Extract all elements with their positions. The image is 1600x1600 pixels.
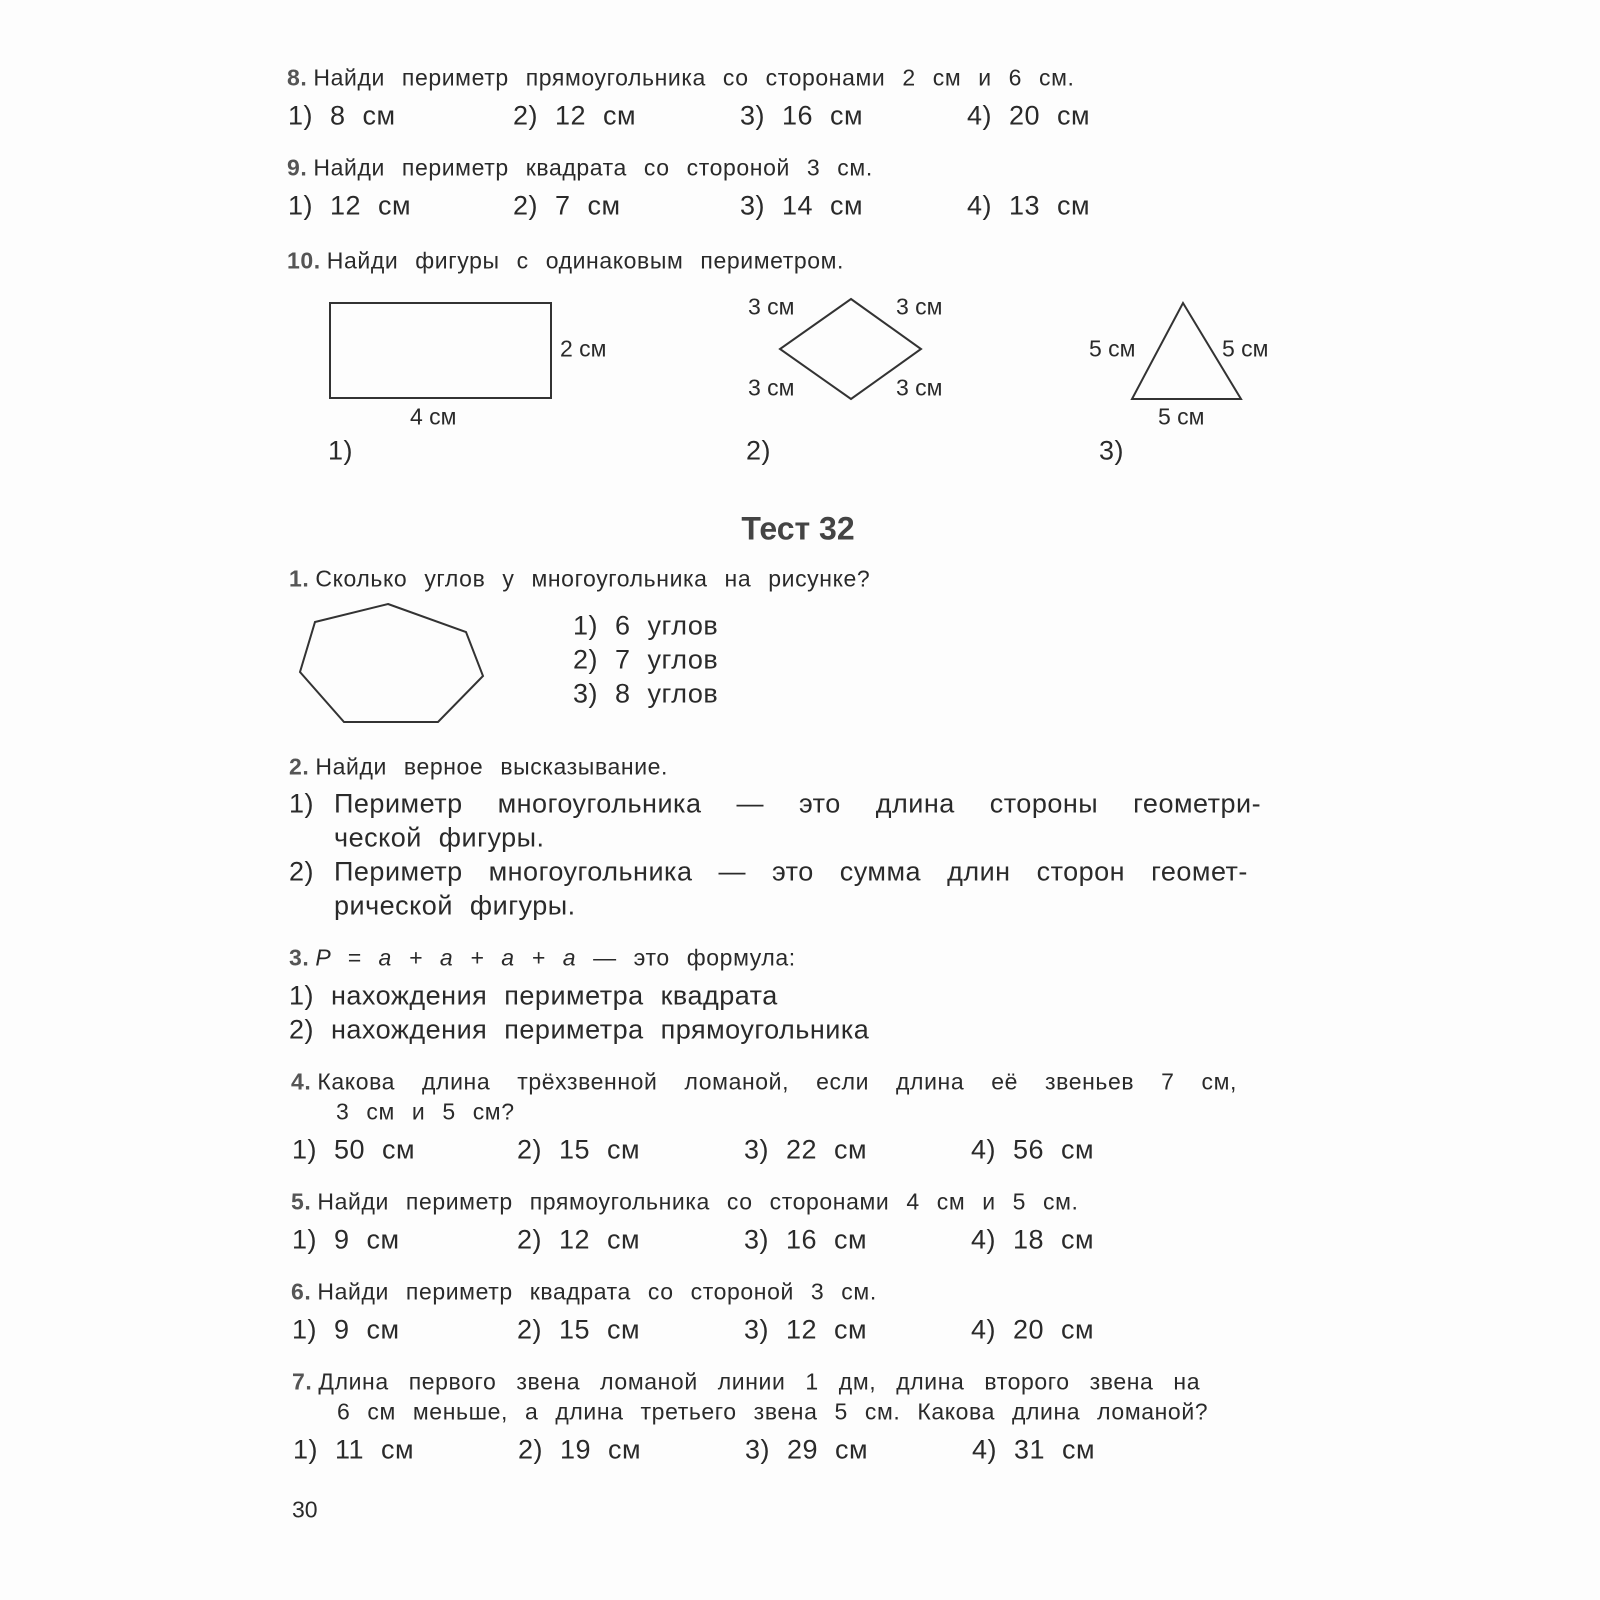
answer-option: 1) 6 углов <box>573 610 719 641</box>
figure-label: 3 см <box>896 374 943 401</box>
question-3 <box>289 945 796 972</box>
figure-label: 2 см <box>560 335 607 362</box>
question-text: Найди периметр квадрата со стороной 3 см. <box>313 154 873 181</box>
question-number: 7. <box>292 1368 313 1395</box>
question-text: Какова длина трёхзвенной ломаной, если длина её звеньев 7 см, <box>317 1068 1238 1095</box>
test-title: Тест 32 <box>741 510 855 547</box>
answer-text: ческой фигуры. <box>334 822 545 853</box>
question-text: Найди верное высказывание. <box>315 753 669 780</box>
answer-text: Периметр многоугольника — это сумма длин сторон геомет- <box>334 856 1248 887</box>
question-8 <box>287 65 1075 92</box>
question-text: — это формула: <box>593 944 796 971</box>
answer-option: 4) 31 см <box>972 1434 1096 1465</box>
answer-option: 1) нахождения периметра квадрата <box>289 980 778 1011</box>
answer-option: 3) 12 см <box>744 1314 868 1345</box>
question-10 <box>287 248 844 275</box>
answer-option: 2) 7 углов <box>573 644 719 675</box>
question-2 <box>289 754 668 781</box>
figure-label: 5 см <box>1222 335 1269 362</box>
question-text: Найди периметр прямоугольника со сторонами 4 см и 5 см. <box>317 1188 1079 1215</box>
question-number: 6. <box>291 1278 312 1305</box>
question-text: Сколько углов у многоугольника на рисунке? <box>315 565 871 592</box>
answer-option: 1) 50 см <box>292 1134 416 1165</box>
answer-option: 2) 12 см <box>513 100 637 131</box>
question-9 <box>287 155 873 182</box>
answer-option: 4) 20 см <box>967 100 1091 131</box>
answer-option: 4) 56 см <box>971 1134 1095 1165</box>
question-number: 10. <box>287 247 321 274</box>
question-text: Найди периметр прямоугольника со сторонами 2 см и 6 см. <box>313 64 1075 91</box>
answer-option: 3) 16 см <box>744 1224 868 1255</box>
answer-option: 2) 12 см <box>517 1224 641 1255</box>
question-5 <box>291 1189 1079 1216</box>
question-6 <box>291 1279 877 1306</box>
figure-label: 5 см <box>1158 403 1205 430</box>
figure-number: 3) <box>1099 435 1125 466</box>
question-text: 6 см меньше, а длина третьего звена 5 см. Какова длина ломаной? <box>337 1398 1209 1425</box>
figure-label: 3 см <box>748 374 795 401</box>
question-1 <box>289 566 870 593</box>
question-number: 9. <box>287 154 308 181</box>
figure-label: 3 см <box>896 293 943 320</box>
question-number: 1. <box>289 565 310 592</box>
page-number: 30 <box>292 1496 318 1523</box>
question-number: 5. <box>291 1188 312 1215</box>
answer-option: 2) 7 см <box>513 190 621 221</box>
answer-text: Периметр многоугольника — это длина стороны геометри- <box>334 788 1262 819</box>
answer-option: 1) 11 см <box>293 1434 415 1465</box>
figure-number: 1) <box>328 435 354 466</box>
answer-option: 2) 15 см <box>517 1314 641 1345</box>
heptagon-figure <box>300 604 483 722</box>
answer-option: 3) 8 углов <box>573 678 719 709</box>
answer-option: 1) 9 см <box>292 1224 400 1255</box>
question-number: 2. <box>289 753 310 780</box>
answer-option: 4) 18 см <box>971 1224 1095 1255</box>
answer-option: 2) 15 см <box>517 1134 641 1165</box>
answer-option: 2) нахождения периметра прямоугольника <box>289 1014 870 1045</box>
answer-text: рической фигуры. <box>334 890 576 921</box>
answer-option: 1) 9 см <box>292 1314 400 1345</box>
rectangle-figure <box>330 303 551 398</box>
question-text: Длина первого звена ломаной линии 1 дм, длина второго звена на <box>318 1368 1201 1395</box>
answer-option: 4) 13 см <box>967 190 1091 221</box>
answer-option: 1) 12 см <box>288 190 412 221</box>
figure-label: 4 см <box>410 403 457 430</box>
answer-option: 3) 29 см <box>745 1434 869 1465</box>
question-text: Найди фигуры с одинаковым периметром. <box>326 247 845 274</box>
answer-number: 1) <box>289 788 315 819</box>
answer-number: 2) <box>289 856 315 887</box>
answer-option: 2) 19 см <box>518 1434 642 1465</box>
question-number: 4. <box>291 1068 312 1095</box>
answer-option: 4) 20 см <box>971 1314 1095 1345</box>
answer-option: 1) 8 см <box>288 100 396 131</box>
question-4 <box>291 1069 1237 1096</box>
question-number: 8. <box>287 64 308 91</box>
question-number: 3. <box>289 944 310 971</box>
formula: P = a + a + a + a <box>315 944 577 971</box>
figure-label: 3 см <box>748 293 795 320</box>
question-text: Найди периметр квадрата со стороной 3 см. <box>317 1278 877 1305</box>
question-text: 3 см и 5 см? <box>336 1098 515 1125</box>
answer-option: 3) 14 см <box>740 190 864 221</box>
figure-number: 2) <box>746 435 772 466</box>
answer-option: 3) 16 см <box>740 100 864 131</box>
answer-option: 3) 22 см <box>744 1134 868 1165</box>
figure-label: 5 см <box>1089 335 1136 362</box>
question-7 <box>292 1369 1200 1396</box>
